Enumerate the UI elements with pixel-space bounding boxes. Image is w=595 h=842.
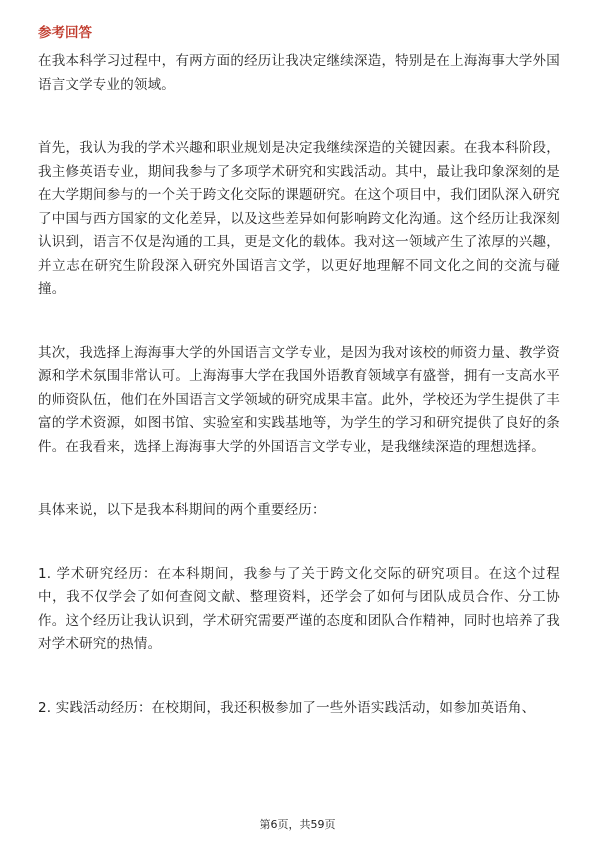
- section-heading: 参考回答: [38, 25, 92, 41]
- paragraph-practice-experience: 2. 实践活动经历：在校期间，我还积极参加了一些外语实践活动，如参加英语角、: [38, 699, 536, 716]
- answer-body: [38, 50, 560, 760]
- page-number: 第6页，共59页: [259, 818, 336, 831]
- paragraph-second-reason: 其次，我选择上海海事大学的外国语言文学专业，是因为我对该校的师资力量、教学资源和学术氛围非常认可。上海海事大学在我国外语教育领域享有盛誉，拥有一支高水平的师资队伍，他们在外国语言文学领域的研究成果丰富。此外，学校还为学生提供了丰富的学术资源，如图书馆、实验室和实践基地等，为学生的学习和研究提供了良好的条件。在我看来，选择上海海事大学的外国语言文学专业，是我继续深造的理想选择。: [38, 344, 560, 455]
- paragraph-first-reason: 首先，我认为我的学术兴趣和职业规划是决定我继续深造的关键因素。在我本科阶段，我主修英语专业，期间我参与了多项学术研究和实践活动。其中，最让我印象深刻的是在大学期间参与的一个关于跨文化交际的课题研究。在这个项目中，我们团队深入研究了中国与西方国家的文化差异，以及这些差异如何影响跨文化沟通。这个经历让我深刻认识到，语言不仅是沟通的工具，更是文化的载体。我对这一领域产生了浓厚的兴趣，并立志在研究生阶段深入研究外国语言文学，以更好地理解不同文化之间的交流与碰撞。: [38, 140, 560, 297]
- paragraph-intro: 在我本科学习过程中，有两方面的经历让我决定继续深造，特别是在上海海事大学外国语言文学专业的领域。: [38, 53, 560, 93]
- paragraph-research-experience: 1. 学术研究经历：在本科期间，我参与了关于跨文化交际的研究项目。在这个过程中，我不仅学会了如何查阅文献、整理资料，还学会了如何与团队成员合作、分工协作。这个经历让我认识到，学术研究需要严谨的态度和团队合作精神，同时也培养了我对学术研究的热情。: [38, 565, 560, 652]
- paragraph-experiences-lead: 具体来说，以下是我本科期间的两个重要经历：: [38, 502, 326, 518]
